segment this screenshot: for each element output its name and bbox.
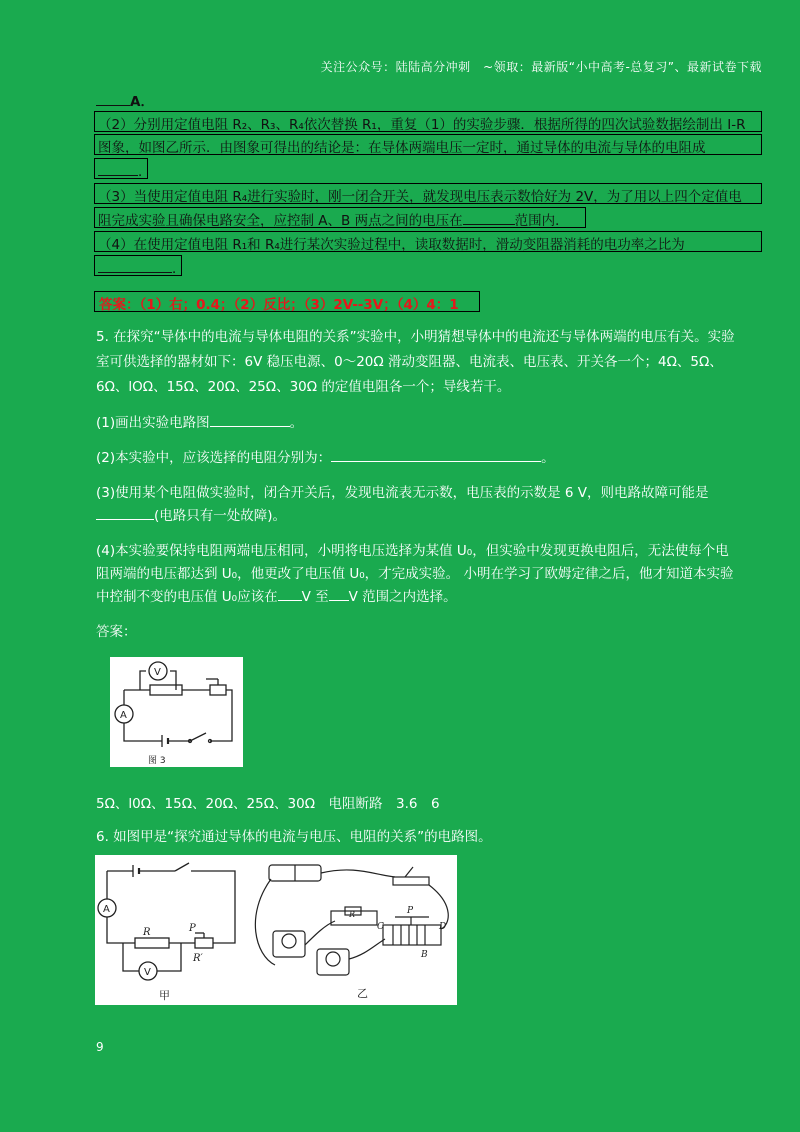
q4-line4: （3）当使用定值电阻 R₄进行实验时，刚一闭合开关，就发现电压表示数恰好为 2V，为了用以上四个定值电 [94, 183, 762, 204]
q4-line0: A． [96, 90, 154, 110]
q4-answer: 答案：（1）右；0.4；（2）反比；（3）2V--3V；（4）4：1 [94, 291, 480, 312]
q5-sub4b: 阻两端的电压都达到 U₀，他更改了电压值 U₀，才完成实验。 小明在学习了欧姆定律之后，他才知道本实验 [96, 566, 734, 582]
terminal-d-label: D [439, 922, 447, 932]
voltmeter-label: V [154, 667, 161, 678]
page-header: 关注公众号：陆陆高分冲刺 ~领取：最新版“小中高考-总复习”、最新试卷下载 [320, 60, 762, 74]
q5-line2: 室可供选择的器材如下：6V 稳压电源、0～20Ω 滑动变阻器、电流表、电压表、开关各一个；4Ω、5Ω、 [96, 354, 723, 370]
q5-sub1: (1)画出实验电路图 。 [96, 415, 304, 431]
ammeter-label: A [103, 904, 110, 915]
q5-sub4c: 中控制不变的电压值 U₀应该在 V 至 V 范围之内选择。 [96, 589, 457, 605]
answer-blank [278, 588, 302, 601]
q5-line1: 5. 在探究“导体中的电流与导体电阻的关系”实验中，小明猜想导体中的电流还与导体两端的电压有关。实验 [96, 329, 735, 345]
circuit-diagram [110, 657, 243, 767]
circuit-figure-6 [95, 855, 457, 1005]
answer-blank [96, 93, 130, 106]
q4-line1: （2）分别用定值电阻 R₂、R₃、R₄依次替换 R₁，重复（1）的实验步骤．根据所得的四次试验数据绘制出 I-R [94, 111, 762, 132]
q4-line7: ． [94, 255, 182, 276]
answer-blank [98, 163, 138, 176]
q4-line2: 图象，如图乙所示．由图象可得出的结论是：在导体两端电压一定时，通过导体的电流与导体的电阻成 [94, 134, 762, 155]
answer-blank [463, 212, 515, 225]
q4-line6: （4）在使用定值电阻 R₁和 R₄进行某次实验过程中，读取数据时，滑动变阻器消耗的电功率之比为 [94, 231, 762, 252]
resistor-label: R [143, 927, 151, 938]
circuit-and-apparatus [95, 855, 457, 1005]
voltmeter-label: V [144, 967, 151, 978]
q4-line5: 阻完成实验且确保电路安全，应控制 A、B 两点之间的电压在 范围内． [94, 207, 586, 228]
answer-blank [329, 588, 349, 601]
answer-blank [210, 414, 290, 427]
figure-label-yi: 乙 [357, 987, 368, 1000]
answer-blank [98, 260, 172, 273]
q5-sub3b: (电路只有一处故障)。 [96, 504, 286, 524]
figure-caption: 图 3 [148, 756, 166, 766]
q5-sub4a: (4)本实验要保持电阻两端电压相同，小明将电压选择为某值 U₀，但实验中发现更换电阻后，无法使每个电 [96, 543, 729, 559]
q4-line3: ． [94, 158, 148, 179]
figure-label-jia: 甲 [159, 989, 170, 1002]
slider-label: P [189, 923, 196, 934]
ammeter-label: A [120, 710, 127, 721]
circuit-figure-3 [110, 657, 243, 767]
q5-sub2: (2)本实验中，应该选择的电阻分别为： 。 [96, 450, 555, 466]
page-number: 9 [96, 1040, 104, 1054]
slider-label: P [407, 906, 414, 916]
answer-blank [331, 449, 541, 462]
q5-answer-text: 5Ω、l0Ω、15Ω、20Ω、25Ω、30Ω 电阻断路 3.6 6 [96, 796, 440, 812]
terminal-b-label: B [421, 950, 428, 960]
terminal-c-label: C [377, 922, 384, 932]
answer-blank [96, 507, 154, 520]
q5-answer-label: 答案： [96, 624, 137, 640]
q6-line1: 6. 如图甲是“探究通过导体的电流与电压、电阻的关系”的电路图。 [96, 829, 492, 845]
rheostat-label: R′ [193, 953, 203, 964]
q5-sub3a: (3)使用某个电阻做实验时，闭合开关后，发现电流表无示数，电压表的示数是 6 V，则电路故障可能是 [96, 485, 709, 501]
resistor-label: R [349, 910, 356, 919]
q5-line3: 6Ω、lOΩ、15Ω、20Ω、25Ω、30Ω 的定值电阻各一个；导线若干。 [96, 379, 511, 395]
